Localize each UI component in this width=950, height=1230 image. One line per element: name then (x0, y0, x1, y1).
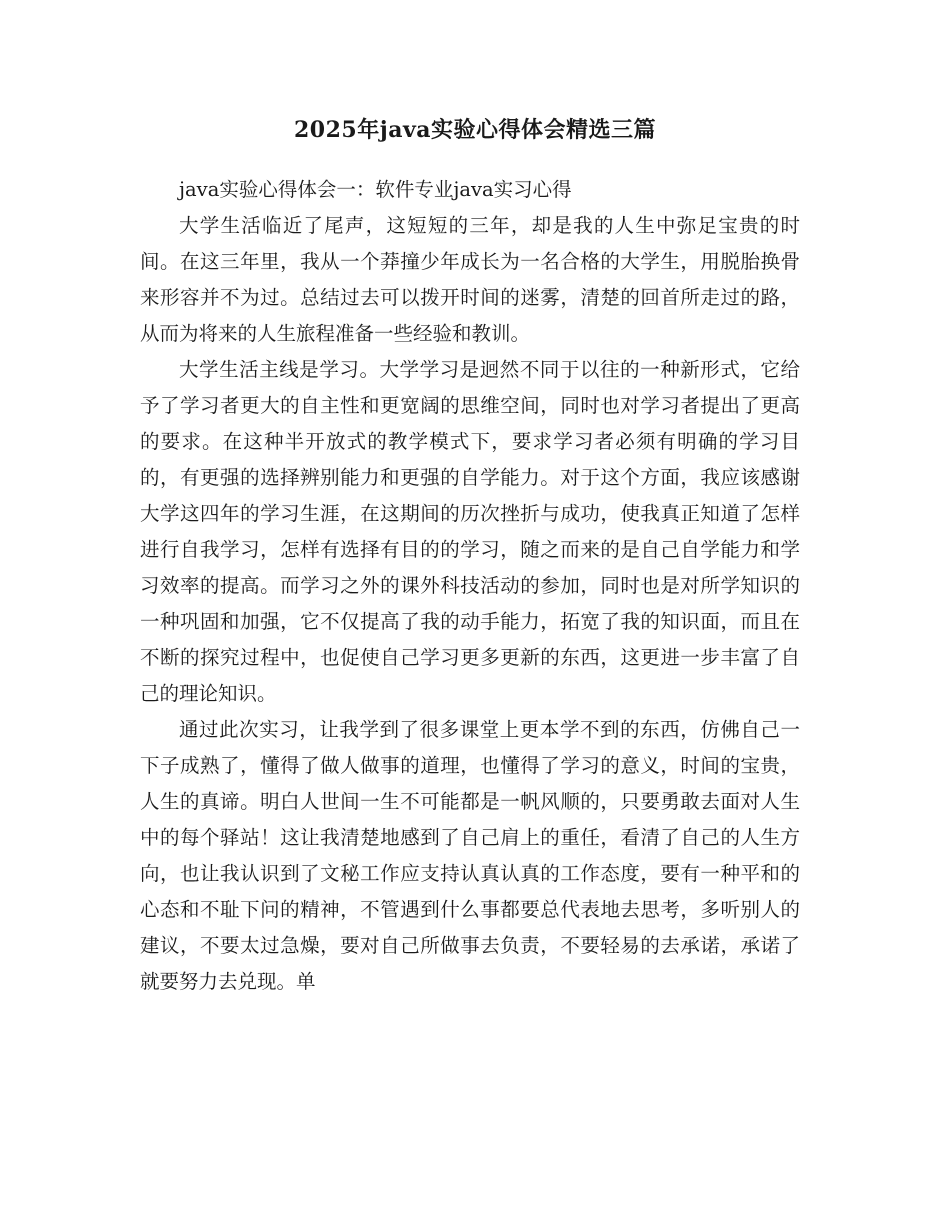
paragraph-1: 大学生活临近了尾声，这短短的三年，却是我的人生中弥足宝贵的时间。在这三年里，我从一个莽撞少年成长为一名合格的大学生，用脱胎换骨来形容并不为过。总结过去可以拨开时间的迷雾，清楚的回首所走过的路，从而为将来的人生旅程准备一些经验和教训。 (140, 214, 800, 345)
document-body (140, 172, 800, 1000)
document-title: 2025年java实验心得体会精选三篇 (294, 117, 656, 143)
paragraph-2: 大学生活主线是学习。大学学习是迥然不同于以往的一种新形式，它给予了学习者更大的自主性和更宽阔的思维空间，同时也对学习者提出了更高的要求。在这种半开放式的教学模式下，要求学习者必须有明确的学习目的，有更强的选择辨别能力和更强的自学能力。对于这个方面，我应该感谢大学这四年的学习生涯，在这期间的历次挫折与成功，使我真正知道了怎样进行自我学习，怎样有选择有目的的学习，随之而来的是自己自学能力和学习效率的提高。而学习之外的课外科技活动的参加，同时也是对所学知识的一种巩固和加强，它不仅提高了我的动手能力，拓宽了我的知识面，而且在不断的探究过程中，也促使自己学习更多更新的东西，这更进一步丰富了自己的理论知识。 (140, 358, 800, 705)
section-subheading: java实验心得体会一：软件专业java实习心得 (179, 178, 572, 201)
paragraph-3: 通过此次实习，让我学到了很多课堂上更本学不到的东西，仿佛自己一下子成熟了，懂得了做人做事的道理，也懂得了学习的意义，时间的宝贵，人生的真谛。明白人世间一生不可能都是一帆风顺的，只要勇敢去面对人生中的每个驿站！这让我清楚地感到了自己肩上的重任，看清了自己的人生方向，也让我认识到了文秘工作应支持认真认真的工作态度，要有一种平和的心态和不耻下问的精神，不管遇到什么事都要总代表地去思考，多听别人的建议，不要太过急燥，要对自己所做事去负责，不要轻易的去承诺，承诺了就要努力去兑现。单 (140, 718, 800, 993)
